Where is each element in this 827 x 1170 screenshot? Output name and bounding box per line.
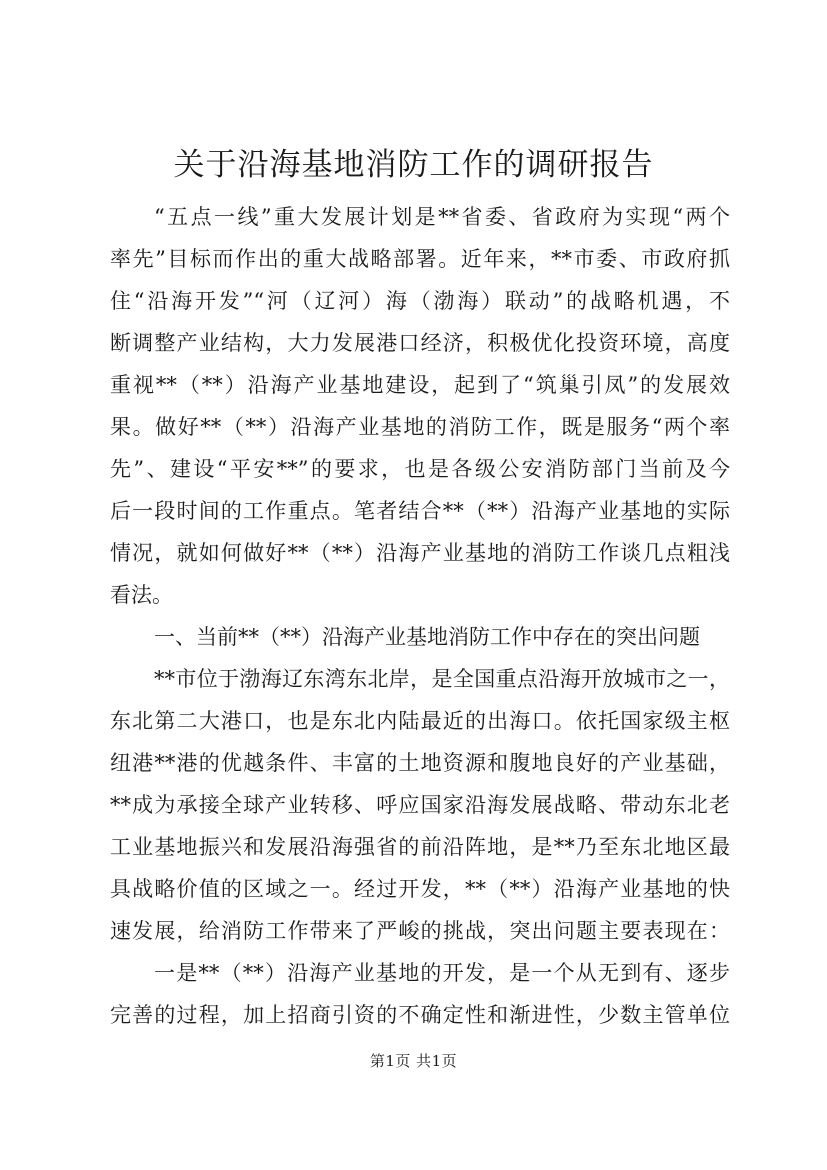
paragraph-line: **市位于渤海辽东湾东北岸，是全国重点沿海开放城市之一，: [154, 667, 730, 691]
paragraph-line: 速发展，给消防工作带来了严峻的挑战，突出问题主要表现在：: [110, 919, 730, 943]
paragraph-line: 东北第二大港口，也是东北内陆最近的出海口。依托国家级主枢: [110, 709, 730, 733]
paragraph-line: 看法。: [110, 583, 173, 607]
paragraph-line: 先”、建设“平安**”的要求，也是各级公安消防部门当前及今: [110, 457, 730, 481]
paragraph-line: 具战略价值的区域之一。经过开发，**（**）沿海产业基地的快: [110, 877, 730, 901]
paragraph-line: 后一段时间的工作重点。笔者结合**（**）沿海产业基地的实际: [110, 499, 730, 523]
paragraph-line: 纽港**港的优越条件、丰富的土地资源和腹地良好的产业基础，: [110, 751, 730, 775]
paragraph-line: 住“沿海开发”“河（辽河）海（渤海）联动”的战略机遇，不: [110, 289, 730, 313]
paragraph-line: 工业基地振兴和发展沿海强省的前沿阵地，是**乃至东北地区最: [110, 835, 730, 859]
paragraph-line: 重视**（**）沿海产业基地建设，起到了“筑巢引凤”的发展效: [110, 373, 730, 397]
document-body: [110, 196, 730, 1036]
paragraph-line: 情况，就如何做好**（**）沿海产业基地的消防工作谈几点粗浅: [110, 541, 730, 565]
paragraph-line: **成为承接全球产业转移、呼应国家沿海发展战略、带动东北老: [110, 793, 730, 817]
document-title: 关于沿海基地消防工作的调研报告: [173, 147, 654, 183]
section-heading: 一、当前**（**）沿海产业基地消防工作中存在的突出问题: [154, 625, 700, 649]
paragraph-line: 果。做好**（**）沿海产业基地的消防工作，既是服务“两个率: [110, 415, 730, 439]
paragraph-line: “五点一线”重大发展计划是**省委、省政府为实现“两个: [154, 205, 730, 229]
paragraph-line: 率先”目标而作出的重大战略部署。近年来，**市委、市政府抓: [110, 247, 730, 271]
page-number-footer: 第1页 共1页: [369, 1052, 458, 1070]
paragraph-line: 完善的过程，加上招商引资的不确定性和渐进性，少数主管单位: [110, 1003, 730, 1027]
paragraph-line: 断调整产业结构，大力发展港口经济，积极优化投资环境，高度: [110, 331, 730, 355]
paragraph-line: 一是**（**）沿海产业基地的开发，是一个从无到有、逐步: [154, 961, 730, 985]
